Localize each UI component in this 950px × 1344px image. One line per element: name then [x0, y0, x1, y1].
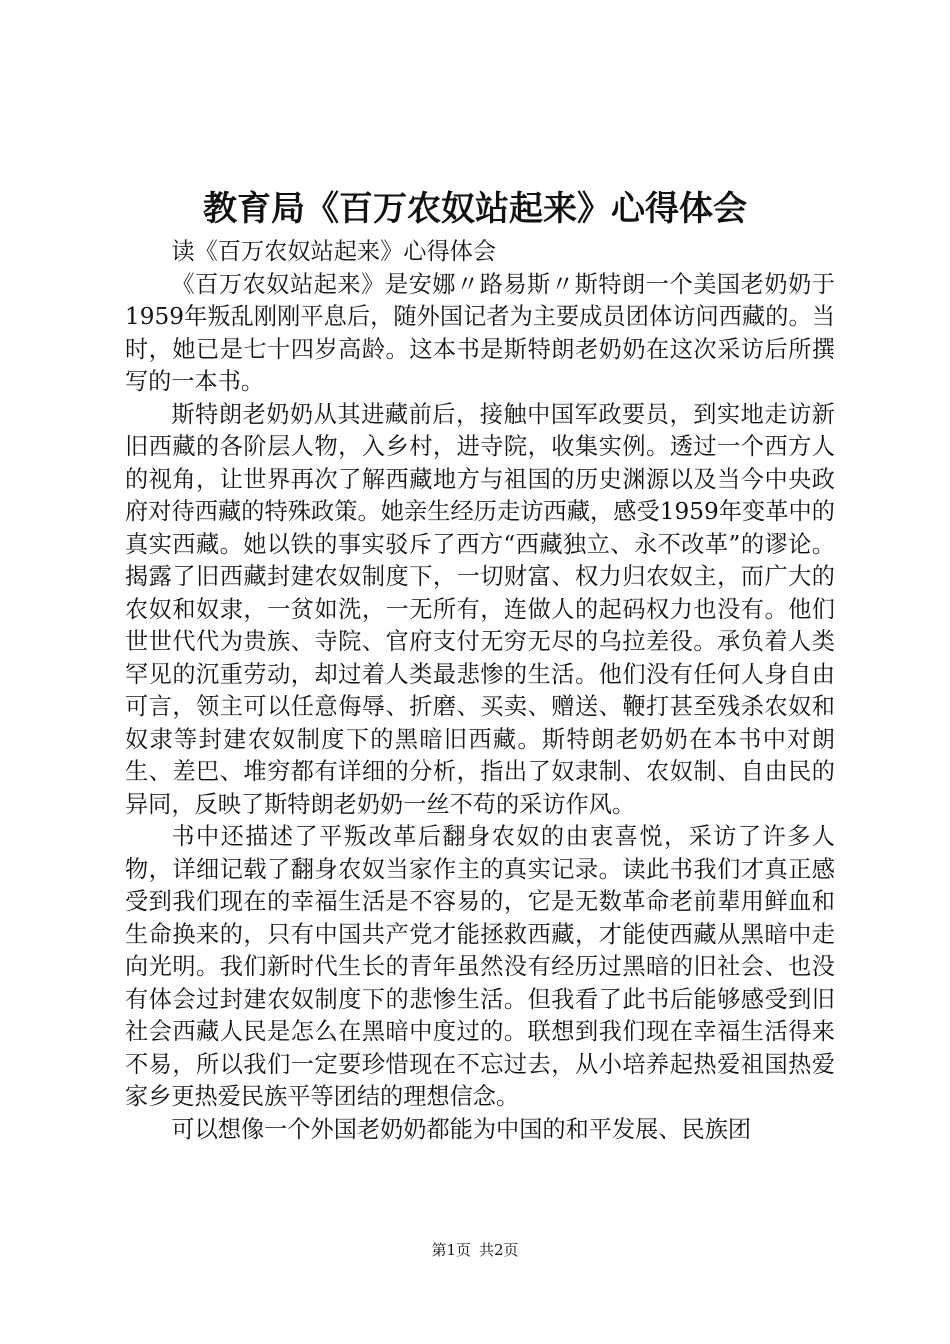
body-paragraph: 《百万农奴站起来》是安娜〃路易斯〃斯特朗一个美国老奶奶于1959年叛乱刚刚平息后，随外国记者为主要成员团体访问西藏的。当时，她已是七十四岁高龄。这本书是斯特朗老奶奶在这次采访后所撰写的一本书。	[125, 270, 835, 395]
page-total: 共2页	[479, 1241, 519, 1259]
document-title: 教育局《百万农奴站起来》心得体会	[203, 189, 747, 229]
page-footer	[0, 1240, 950, 1260]
body-paragraph: 书中还描述了平叛改革后翻身农奴的由衷喜悦，采访了许多人物，详细记载了翻身农奴当家作主的真实记录。读此书我们才真正感受到我们现在的幸福生活是不容易的，它是无数革命老前辈用鲜血和生命换来的，只有中国共产党才能拯救西藏，才能使西藏从黑暗中走向光明。我们新时代生长的青年虽然没有经历过黑暗的旧社会、也没有体会过封建农奴制度下的悲惨生活。但我看了此书后能够感受到旧社会西藏人民是怎么在黑暗中度过的。联想到我们现在幸福生活得来不易，所以我们一定要珍惜现在不忘过去，从小培养起热爱祖国热爱家乡更热爱民族平等团结的理想信念。	[125, 823, 835, 1110]
body-paragraph: 可以想像一个外国老奶奶都能为中国的和平发展、民族团	[171, 1115, 752, 1143]
document-body	[125, 236, 835, 1146]
subtitle-paragraph: 读《百万农奴站起来》心得体会	[171, 238, 497, 265]
body-paragraph: 斯特朗老奶奶从其进藏前后，接触中国军政要员，到实地走访新旧西藏的各阶层人物，入乡村，进寺院，收集实例。透过一个西方人的视角，让世界再次了解西藏地方与祖国的历史渊源以及当今中央政府对待西藏的特殊政策。她亲生经历走访西藏，感受1959年变革中的真实西藏。她以铁的事实驳斥了西方“西藏独立、永不改革”的谬论。揭露了旧西藏封建农奴制度下，一切财富、权力归农奴主，而广大的农奴和奴隶，一贫如洗，一无所有，连做人的起码权力也没有。他们世世代代为贵族、寺院、官府支付无穷无尽的乌拉差役。承负着人类罕见的沉重劳动，却过着人类最悲惨的生活。他们没有任何人身自由可言，领主可以任意侮辱、折磨、买卖、赠送、鞭打甚至残杀农奴和奴隶等封建农奴制度下的黑暗旧西藏。斯特朗老奶奶在本书中对朗生、差巴、堆穷都有详细的分析，指出了奴隶制、农奴制、自由民的异同，反映了斯特朗老奶奶一丝不苟的采访作风。	[125, 400, 835, 818]
page-number: 第1页	[431, 1241, 471, 1259]
